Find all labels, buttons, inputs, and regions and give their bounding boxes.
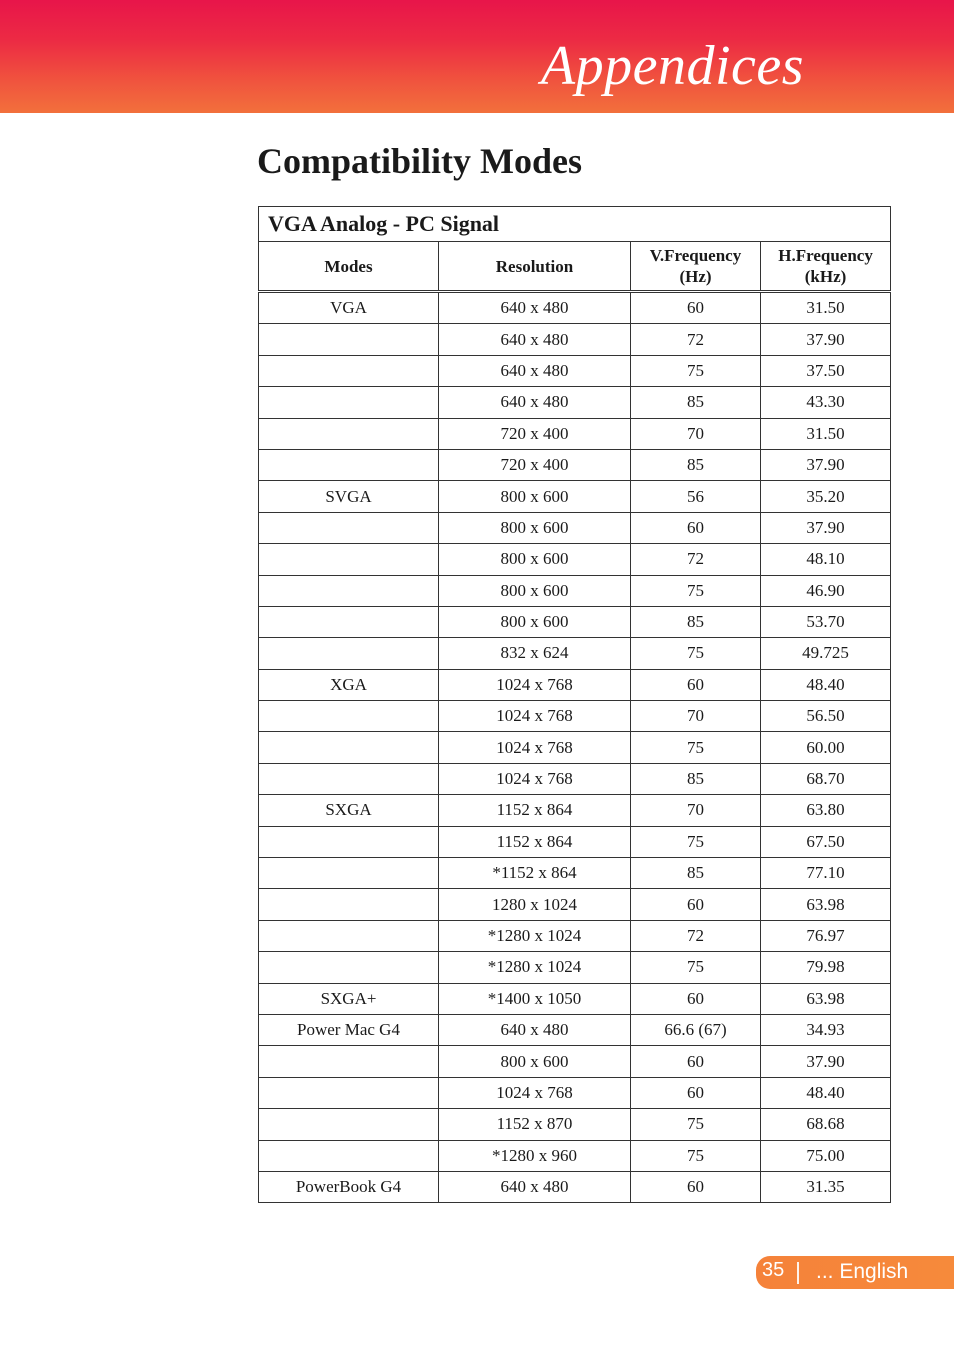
cell-hfrequency: 49.725 [761, 638, 891, 669]
cell-mode [259, 355, 439, 386]
cell-resolution: 1024 x 768 [439, 1077, 631, 1108]
cell-resolution: 832 x 624 [439, 638, 631, 669]
cell-vfrequency: 60 [631, 1046, 761, 1077]
cell-mode: Power Mac G4 [259, 1014, 439, 1045]
cell-resolution: *1280 x 1024 [439, 920, 631, 951]
cell-hfrequency: 63.98 [761, 889, 891, 920]
cell-mode: VGA [259, 292, 439, 324]
cell-hfrequency: 43.30 [761, 387, 891, 418]
cell-vfrequency: 60 [631, 512, 761, 543]
cell-mode [259, 826, 439, 857]
cell-mode [259, 324, 439, 355]
cell-hfrequency: 76.97 [761, 920, 891, 951]
table-row [259, 732, 891, 763]
cell-hfrequency: 37.90 [761, 1046, 891, 1077]
cell-mode [259, 889, 439, 920]
cell-mode [259, 858, 439, 889]
page-title: Compatibility Modes [257, 141, 583, 181]
cell-hfrequency: 35.20 [761, 481, 891, 512]
table-row [259, 481, 891, 512]
table-row [259, 795, 891, 826]
cell-vfrequency: 60 [631, 1077, 761, 1108]
cell-mode: SXGA [259, 795, 439, 826]
cell-vfrequency: 75 [631, 638, 761, 669]
cell-vfrequency: 72 [631, 544, 761, 575]
cell-vfrequency: 75 [631, 826, 761, 857]
cell-vfrequency: 85 [631, 606, 761, 637]
table-row [259, 324, 891, 355]
vfrequency-label: V.Frequency [649, 246, 742, 265]
table-body [259, 292, 891, 1203]
cell-hfrequency: 34.93 [761, 1014, 891, 1045]
table-row [259, 355, 891, 386]
cell-hfrequency: 37.50 [761, 355, 891, 386]
cell-mode [259, 1077, 439, 1108]
cell-hfrequency: 48.40 [761, 669, 891, 700]
column-header-vfrequency [631, 242, 761, 292]
cell-hfrequency: 56.50 [761, 701, 891, 732]
cell-resolution: 800 x 600 [439, 575, 631, 606]
cell-resolution: *1280 x 960 [439, 1140, 631, 1171]
cell-vfrequency: 75 [631, 732, 761, 763]
vfrequency-unit: (Hz) [679, 267, 712, 286]
cell-mode [259, 418, 439, 449]
footer-divider [797, 1262, 799, 1284]
table-row [259, 606, 891, 637]
chapter-title: Appendices [540, 35, 804, 97]
cell-hfrequency: 37.90 [761, 449, 891, 480]
cell-vfrequency: 60 [631, 983, 761, 1014]
column-header-resolution: Resolution [439, 242, 631, 292]
compatibility-table [258, 206, 890, 1203]
cell-resolution: 1152 x 864 [439, 826, 631, 857]
table-row [259, 575, 891, 606]
cell-hfrequency: 79.98 [761, 952, 891, 983]
cell-hfrequency: 53.70 [761, 606, 891, 637]
cell-resolution: *1280 x 1024 [439, 952, 631, 983]
cell-resolution: 1024 x 768 [439, 669, 631, 700]
cell-resolution: 1024 x 768 [439, 701, 631, 732]
cell-hfrequency: 68.70 [761, 763, 891, 794]
cell-vfrequency: 85 [631, 449, 761, 480]
table-row [259, 292, 891, 324]
table-row [259, 387, 891, 418]
cell-resolution: *1152 x 864 [439, 858, 631, 889]
cell-resolution: 800 x 600 [439, 1046, 631, 1077]
cell-hfrequency: 63.80 [761, 795, 891, 826]
cell-vfrequency: 70 [631, 701, 761, 732]
table-row [259, 1171, 891, 1202]
cell-vfrequency: 60 [631, 1171, 761, 1202]
cell-hfrequency: 31.35 [761, 1171, 891, 1202]
cell-mode [259, 512, 439, 543]
hfrequency-unit: (kHz) [804, 267, 847, 286]
cell-mode [259, 1046, 439, 1077]
cell-vfrequency: 60 [631, 889, 761, 920]
cell-hfrequency: 48.40 [761, 1077, 891, 1108]
cell-mode [259, 387, 439, 418]
cell-vfrequency: 72 [631, 920, 761, 951]
cell-mode [259, 763, 439, 794]
cell-hfrequency: 37.90 [761, 324, 891, 355]
table-row [259, 544, 891, 575]
cell-hfrequency: 31.50 [761, 418, 891, 449]
table-row [259, 1140, 891, 1171]
cell-hfrequency: 77.10 [761, 858, 891, 889]
cell-vfrequency: 66.6 (67) [631, 1014, 761, 1045]
cell-hfrequency: 68.68 [761, 1109, 891, 1140]
cell-hfrequency: 48.10 [761, 544, 891, 575]
cell-resolution: 720 x 400 [439, 418, 631, 449]
cell-resolution: 800 x 600 [439, 481, 631, 512]
cell-hfrequency: 37.90 [761, 512, 891, 543]
cell-hfrequency: 63.98 [761, 983, 891, 1014]
cell-resolution: 800 x 600 [439, 606, 631, 637]
table-row [259, 701, 891, 732]
cell-resolution: *1400 x 1050 [439, 983, 631, 1014]
cell-resolution: 640 x 480 [439, 387, 631, 418]
table-row [259, 512, 891, 543]
cell-hfrequency: 75.00 [761, 1140, 891, 1171]
cell-hfrequency: 46.90 [761, 575, 891, 606]
cell-resolution: 640 x 480 [439, 1014, 631, 1045]
cell-resolution: 640 x 480 [439, 324, 631, 355]
cell-resolution: 800 x 600 [439, 512, 631, 543]
cell-vfrequency: 70 [631, 795, 761, 826]
cell-vfrequency: 75 [631, 1140, 761, 1171]
cell-mode [259, 920, 439, 951]
header-banner [0, 0, 954, 113]
column-header-modes: Modes [259, 242, 439, 292]
language-label: ... English [816, 1260, 909, 1283]
cell-vfrequency: 56 [631, 481, 761, 512]
table-row [259, 1109, 891, 1140]
cell-mode [259, 606, 439, 637]
cell-vfrequency: 75 [631, 355, 761, 386]
hfrequency-label: H.Frequency [778, 246, 873, 265]
table-row [259, 1077, 891, 1108]
cell-mode [259, 575, 439, 606]
cell-mode: SVGA [259, 481, 439, 512]
cell-hfrequency: 60.00 [761, 732, 891, 763]
cell-mode [259, 732, 439, 763]
cell-mode [259, 952, 439, 983]
table-row [259, 858, 891, 889]
cell-vfrequency: 75 [631, 952, 761, 983]
cell-mode: XGA [259, 669, 439, 700]
table-row [259, 1014, 891, 1045]
cell-vfrequency: 75 [631, 575, 761, 606]
cell-mode [259, 701, 439, 732]
table-row [259, 889, 891, 920]
cell-resolution: 1024 x 768 [439, 732, 631, 763]
cell-resolution: 1152 x 864 [439, 795, 631, 826]
table-row [259, 1046, 891, 1077]
cell-hfrequency: 67.50 [761, 826, 891, 857]
cell-resolution: 640 x 480 [439, 355, 631, 386]
cell-resolution: 800 x 600 [439, 544, 631, 575]
table-row [259, 920, 891, 951]
cell-vfrequency: 60 [631, 669, 761, 700]
column-header-hfrequency [761, 242, 891, 292]
table-row [259, 952, 891, 983]
table-row [259, 418, 891, 449]
cell-resolution: 1280 x 1024 [439, 889, 631, 920]
table-row [259, 826, 891, 857]
cell-resolution: 720 x 400 [439, 449, 631, 480]
cell-mode [259, 544, 439, 575]
cell-resolution: 640 x 480 [439, 1171, 631, 1202]
cell-vfrequency: 75 [631, 1109, 761, 1140]
table-section-title: VGA Analog - PC Signal [259, 207, 891, 242]
cell-vfrequency: 60 [631, 292, 761, 324]
cell-mode [259, 1140, 439, 1171]
cell-mode: SXGA+ [259, 983, 439, 1014]
page-number: 35 [762, 1259, 785, 1281]
cell-hfrequency: 31.50 [761, 292, 891, 324]
cell-mode [259, 449, 439, 480]
table-row [259, 763, 891, 794]
cell-mode: PowerBook G4 [259, 1171, 439, 1202]
cell-vfrequency: 70 [631, 418, 761, 449]
cell-vfrequency: 85 [631, 763, 761, 794]
cell-resolution: 640 x 480 [439, 292, 631, 324]
cell-vfrequency: 72 [631, 324, 761, 355]
table-row [259, 983, 891, 1014]
cell-vfrequency: 85 [631, 858, 761, 889]
cell-resolution: 1152 x 870 [439, 1109, 631, 1140]
table-row [259, 669, 891, 700]
cell-mode [259, 638, 439, 669]
cell-vfrequency: 85 [631, 387, 761, 418]
cell-mode [259, 1109, 439, 1140]
table-row [259, 638, 891, 669]
table-row [259, 449, 891, 480]
cell-resolution: 1024 x 768 [439, 763, 631, 794]
